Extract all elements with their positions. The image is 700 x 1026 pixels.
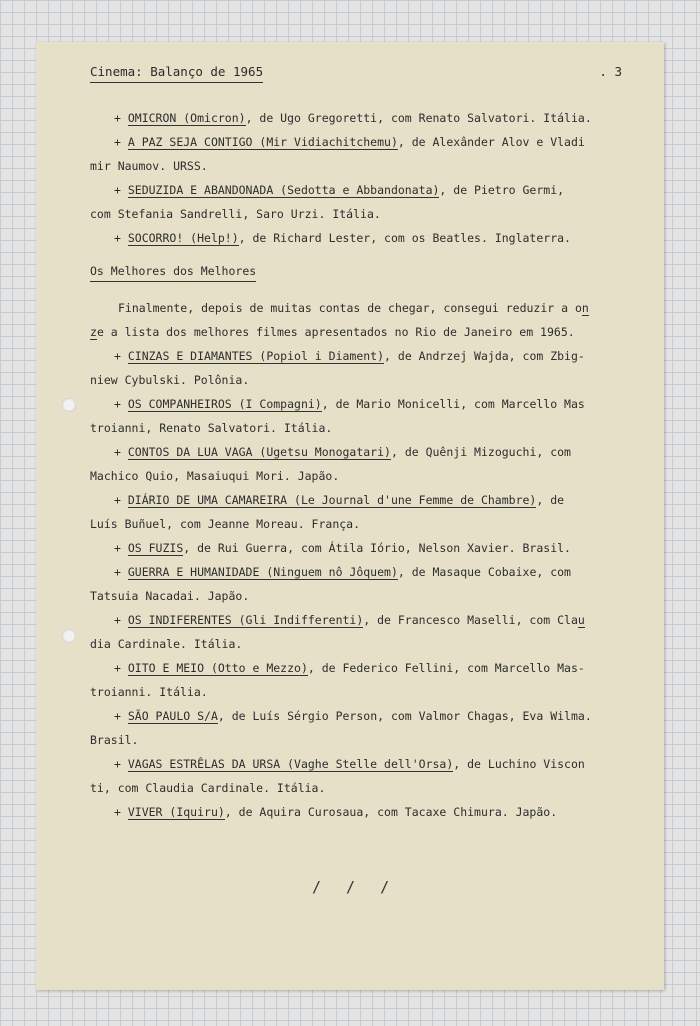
underlined-title: u (577, 613, 585, 627)
punch-hole (62, 629, 76, 643)
text-segment: + (114, 111, 128, 125)
text-segment: niew Cybulski. Polônia. (90, 373, 250, 387)
underlined-title: OITO E MEIO (Otto e Mezzo) (127, 661, 308, 675)
text-segment: , de Ugo Gregoretti, com Renato Salvatori. Itália. (245, 111, 592, 125)
text-line (90, 536, 636, 560)
text-segment: , de Pietro Germi, (439, 183, 565, 197)
underlined-title: OS INDIFERENTES (Gli Indifferenti) (127, 613, 364, 627)
text-line (90, 202, 636, 226)
text-segment: , de Federico Fellini, com Marcello Mas- (307, 661, 585, 675)
text-line (90, 344, 636, 368)
text-line (90, 752, 636, 776)
text-line (90, 106, 636, 130)
text-line (90, 178, 636, 202)
text-segment: + (114, 349, 128, 363)
closing-mark: / / / (312, 878, 398, 896)
underlined-title: GUERRA E HUMANIDADE (Ninguem nô Jôquem) (127, 565, 398, 579)
underlined-title: SEDUZIDA E ABANDONADA (Sedotta e Abbandonata) (127, 183, 440, 197)
text-segment: Finalmente, depois de muitas contas de chegar, consegui reduzir a o (118, 301, 582, 315)
page-header-title: Cinema: Balanço de 1965 (90, 64, 263, 83)
text-line (90, 296, 636, 320)
underlined-title: SÃO PAULO S/A (127, 709, 218, 723)
text-segment: Luís Buñuel, com Jeanne Moreau. França. (90, 517, 361, 531)
text-segment: + (114, 613, 128, 627)
text-line (90, 512, 636, 536)
text-segment: + (114, 541, 128, 555)
text-segment: , de Masaque Cobaixe, com (397, 565, 571, 579)
text-segment: com Stefania Sandrelli, Saro Urzi. Itália. (90, 207, 381, 221)
text-segment: , de Aquira Curosaua, com Tacaxe Chimura. Japão. (224, 805, 558, 819)
text-segment: + (114, 565, 128, 579)
underlined-title: SOCORRO! (Help!) (127, 231, 239, 245)
text-segment: + (114, 183, 128, 197)
text-segment: dia Cardinale. Itália. (90, 637, 243, 651)
underlined-title: OS FUZIS (127, 541, 184, 555)
underlined-title: z (90, 325, 97, 339)
underlined-title: VAGAS ESTRÊLAS DA URSA (Vaghe Stelle dell'Orsa) (127, 757, 454, 771)
section-heading: Os Melhores dos Melhores (90, 264, 256, 282)
text-segment: , de Rui Guerra, com Átila Iório, Nelson Xavier. Brasil. (183, 541, 571, 555)
text-line (90, 416, 636, 440)
text-segment: Machico Quio, Masaiuqui Mori. Japão. (90, 469, 340, 483)
best-films-list (90, 296, 636, 824)
text-segment: + (114, 493, 128, 507)
text-line (90, 656, 636, 680)
text-segment: , de Francesco Maselli, com Cla (363, 613, 578, 627)
text-line (90, 488, 636, 512)
text-line (90, 130, 636, 154)
text-segment: troianni, Renato Salvatori. Itália. (90, 421, 333, 435)
text-segment: Tatsuia Nacadai. Japão. (90, 589, 250, 603)
film-list-continued (90, 106, 636, 250)
underlined-title: OS COMPANHEIROS (I Compagni) (127, 397, 322, 411)
text-segment: + (114, 231, 128, 245)
text-line (90, 320, 636, 344)
text-line (90, 704, 636, 728)
text-segment: mir Naumov. URSS. (90, 159, 208, 173)
text-segment: Brasil. (90, 733, 139, 747)
text-segment: + (114, 709, 128, 723)
page-number: . 3 (599, 64, 622, 79)
underlined-title: A PAZ SEJA CONTIGO (Mir Vidiachitchemu) (127, 135, 398, 149)
text-segment: + (114, 397, 128, 411)
text-line (90, 560, 636, 584)
text-segment: + (114, 757, 128, 771)
underlined-title: DIÁRIO DE UMA CAMAREIRA (Le Journal d'une Femme de Chambre) (127, 493, 537, 507)
text-line (90, 632, 636, 656)
text-segment: ti, com Claudia Cardinale. Itália. (90, 781, 326, 795)
text-line (90, 800, 636, 824)
text-line (90, 392, 636, 416)
text-segment: e a lista dos melhores filmes apresentados no Rio de Janeiro em 1965. (96, 325, 575, 339)
text-segment: + (114, 661, 128, 675)
text-line (90, 728, 636, 752)
text-segment: , de Alexânder Alov e Vladi (397, 135, 585, 149)
text-segment: + (114, 135, 128, 149)
typewritten-page (36, 42, 664, 990)
text-line (90, 368, 636, 392)
text-segment: , de (536, 493, 565, 507)
text-line (90, 584, 636, 608)
punch-hole (62, 398, 76, 412)
text-line (90, 440, 636, 464)
underlined-title: CINZAS E DIAMANTES (Popiol i Diament) (127, 349, 385, 363)
underlined-title: CONTOS DA LUA VAGA (Ugetsu Monogatari) (127, 445, 391, 459)
text-segment: , de Richard Lester, com os Beatles. Inglaterra. (238, 231, 571, 245)
text-line (90, 680, 636, 704)
text-line (90, 154, 636, 178)
text-segment: + (114, 445, 128, 459)
underlined-title: VIVER (Iquiru) (127, 805, 225, 819)
text-line (90, 608, 636, 632)
text-segment: , de Andrzej Wajda, com Zbig- (384, 349, 585, 363)
underlined-title: n (581, 301, 589, 315)
text-line (90, 464, 636, 488)
text-segment: , de Luchino Viscon (453, 757, 585, 771)
text-segment: , de Mario Monicelli, com Marcello Mas (321, 397, 585, 411)
text-segment: troianni. Itália. (90, 685, 208, 699)
text-segment: + (114, 805, 128, 819)
text-line (90, 226, 636, 250)
text-segment: , de Luís Sérgio Person, com Valmor Chagas, Eva Wilma. (217, 709, 592, 723)
text-line (90, 776, 636, 800)
underlined-title: OMICRON (Omicron) (127, 111, 246, 125)
text-segment: , de Quênji Mizoguchi, com (390, 445, 571, 459)
